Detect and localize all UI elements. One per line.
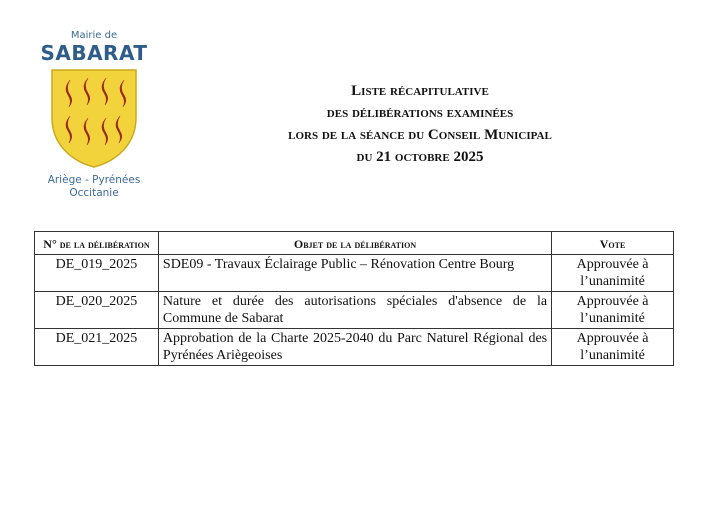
deliberations-table: [34, 231, 674, 366]
row-num: DE_021_2025: [35, 329, 159, 366]
title-line-2: des délibérations examinées: [326, 105, 514, 121]
title-line-4: du 21 octobre 2025: [356, 149, 484, 165]
row-objet: Approbation de la Charte 2025-2040 du Parc Naturel Régional des Pyrénées Ariègeoises: [158, 329, 551, 366]
table-row: [35, 255, 674, 292]
municipal-logo: [34, 30, 154, 200]
row-vote: Approuvée à l’unanimité: [552, 329, 674, 366]
row-vote: Approuvée à l’unanimité: [552, 292, 674, 329]
title-line-1: Liste récapitulative: [351, 83, 489, 99]
header-vote: Vote: [552, 232, 674, 255]
header-objet: Objet de la délibération: [158, 232, 551, 255]
row-vote: Approuvée à l’unanimité: [552, 255, 674, 292]
row-objet: Nature et durée des autorisations spéciales d'absence de la Commune de Sabarat: [158, 292, 551, 329]
header-num: N° de la délibération: [35, 232, 159, 255]
logo-region-line2: Occitanie: [69, 187, 119, 199]
row-num: DE_020_2025: [35, 292, 159, 329]
coat-of-arms-icon: [48, 66, 140, 170]
row-num: DE_019_2025: [35, 255, 159, 292]
logo-town-name: SABARAT: [40, 41, 148, 65]
logo-region-line1: Ariège - Pyrénées: [47, 174, 141, 186]
document-title: [170, 80, 670, 168]
table-row: [35, 329, 674, 366]
logo-mairie-label: Mairie de: [70, 30, 118, 41]
title-line-3: lors de la séance du Conseil Municipal: [288, 127, 552, 143]
table-header-row: [35, 232, 674, 255]
row-objet: SDE09 - Travaux Éclairage Public – Rénovation Centre Bourg: [158, 255, 551, 292]
table-row: [35, 292, 674, 329]
